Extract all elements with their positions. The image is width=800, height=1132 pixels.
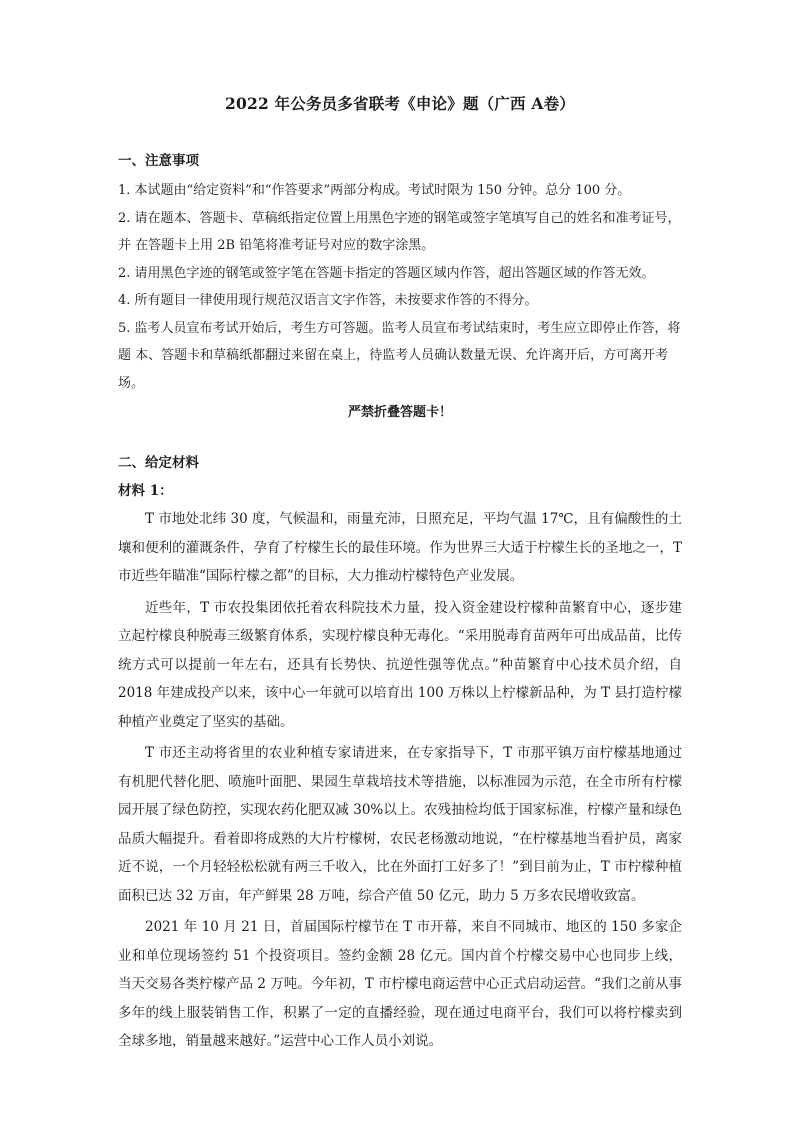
notice-item-3: 2. 请用黑色字迹的钢笔或签字笔在答题卡指定的答题区域内作答，超出答题区域的作答无效。 bbox=[118, 265, 655, 281]
material-1-paragraph-4: 2021 年 10 月 21 日，首届国际柠檬节在 T 市开幕，来自不同城市、地区的 150 多家企业和单位现场签约 51 个投资项目。签约金额 28 亿元。国内首个柠檬交易中心也同步上线，当天交易各类柠檬产品 2 万吨。今年初，T 市柠檬电商运营中心正式启动运营。“我们之前从事多年的线上服装销售工作，积累了一定的直播经验，现在通过电商平台，我们可以将柠檬卖到全球多地，销量越来越好。”运营中心工作人员小刘说。 bbox=[118, 919, 682, 1049]
notice-item-2: 2. 请在题本、答题卡、草稿纸指定位置上用黑色字迹的钢笔或签字笔填写自己的姓名和准考证号，并 在答题卡上用 2B 铅笔将准考证号对应的数字涂黑。 bbox=[118, 210, 681, 253]
material-1-paragraph-1: T 市地处北纬 30 度，气候温和，雨量充沛，日照充足，平均气温 17℃，且有偏酸性的土壤和便利的灌溉条件，孕育了柠檬生长的最佳环境。作为世界三大适于柠檬生长的圣地之一，T 市近些年瞄准“国际柠檬之都”的目标，大力推动柠檬特色产业发展。 bbox=[118, 511, 682, 584]
notice-heading: 一、注意事项 bbox=[118, 153, 199, 169]
notice-item-5: 5. 监考人员宣布考试开始后，考生方可答题。监考人员宣布考试结束时，考生应立即停止作答，将题 本、答题卡和草稿纸都翻过来留在桌上，待监考人员确认数量无误、允许离开后，方可离开考场。 bbox=[118, 320, 681, 391]
material-1-paragraph-2: 近些年，T 市农投集团依托着农科院技术力量，投入资金建设柠檬种苗繁育中心，逐步建立起柠檬良种脱毒三级繁育体系，实现柠檬良种无毒化。“采用脱毒育苗两年可出成品苗，比传统方式可以提前一年左右，还具有长势快、抗逆性强等优点。”种苗繁育中心技术员介绍，自 2018 年建成投产以来，该中心一年就可以培育出 100 万株以上柠檬新品种，为 T 县打造柠檬种植产业奠定了坚实的基础。 bbox=[118, 599, 682, 730]
materials-section bbox=[118, 452, 682, 1056]
section-gap bbox=[118, 426, 682, 452]
notice-section bbox=[118, 150, 682, 426]
notice-item-4: 4. 所有题目一律使用现行规范汉语言文字作答，未按要求作答的不得分。 bbox=[118, 293, 538, 308]
document-title: 2022 年公务员多省联考《申论》题（广西 A卷） bbox=[225, 94, 575, 113]
no-fold-warning: 严禁折叠答题卡！ bbox=[347, 405, 452, 420]
notice-item-1: 1. 本试题由“给定资料”和“作答要求”两部分构成。考试时限为 150 分钟。总分 100 分。 bbox=[118, 183, 631, 198]
material-1-heading: 材料 1： bbox=[118, 483, 173, 499]
materials-heading: 二、给定材料 bbox=[118, 455, 199, 471]
material-1-paragraph-3: T 市还主动将省里的农业种植专家请进来，在专家指导下，T 市那平镇万亩柠檬基地通过有机肥代替化肥、喷施叶面肥、果园生草栽培技术等措施，以标准园为示范，在全市所有柠檬园开展了绿色防控，实现农药化肥双减 30%以上。农残抽检均低于国家标准，柠檬产量和绿色品质大幅提升。看着即将成熟的大片柠檬树，农民老杨激动地说，“在柠檬基地当看护员，离家近不说，一个月轻轻松松就有两三千收入，比在外面打工好多了！”到目前为止，T 市柠檬种植面积已达 32 万亩，年产鲜果 28 万吨，综合产值 50 亿元，助力 5 万多农民增收致富。 bbox=[118, 745, 682, 904]
